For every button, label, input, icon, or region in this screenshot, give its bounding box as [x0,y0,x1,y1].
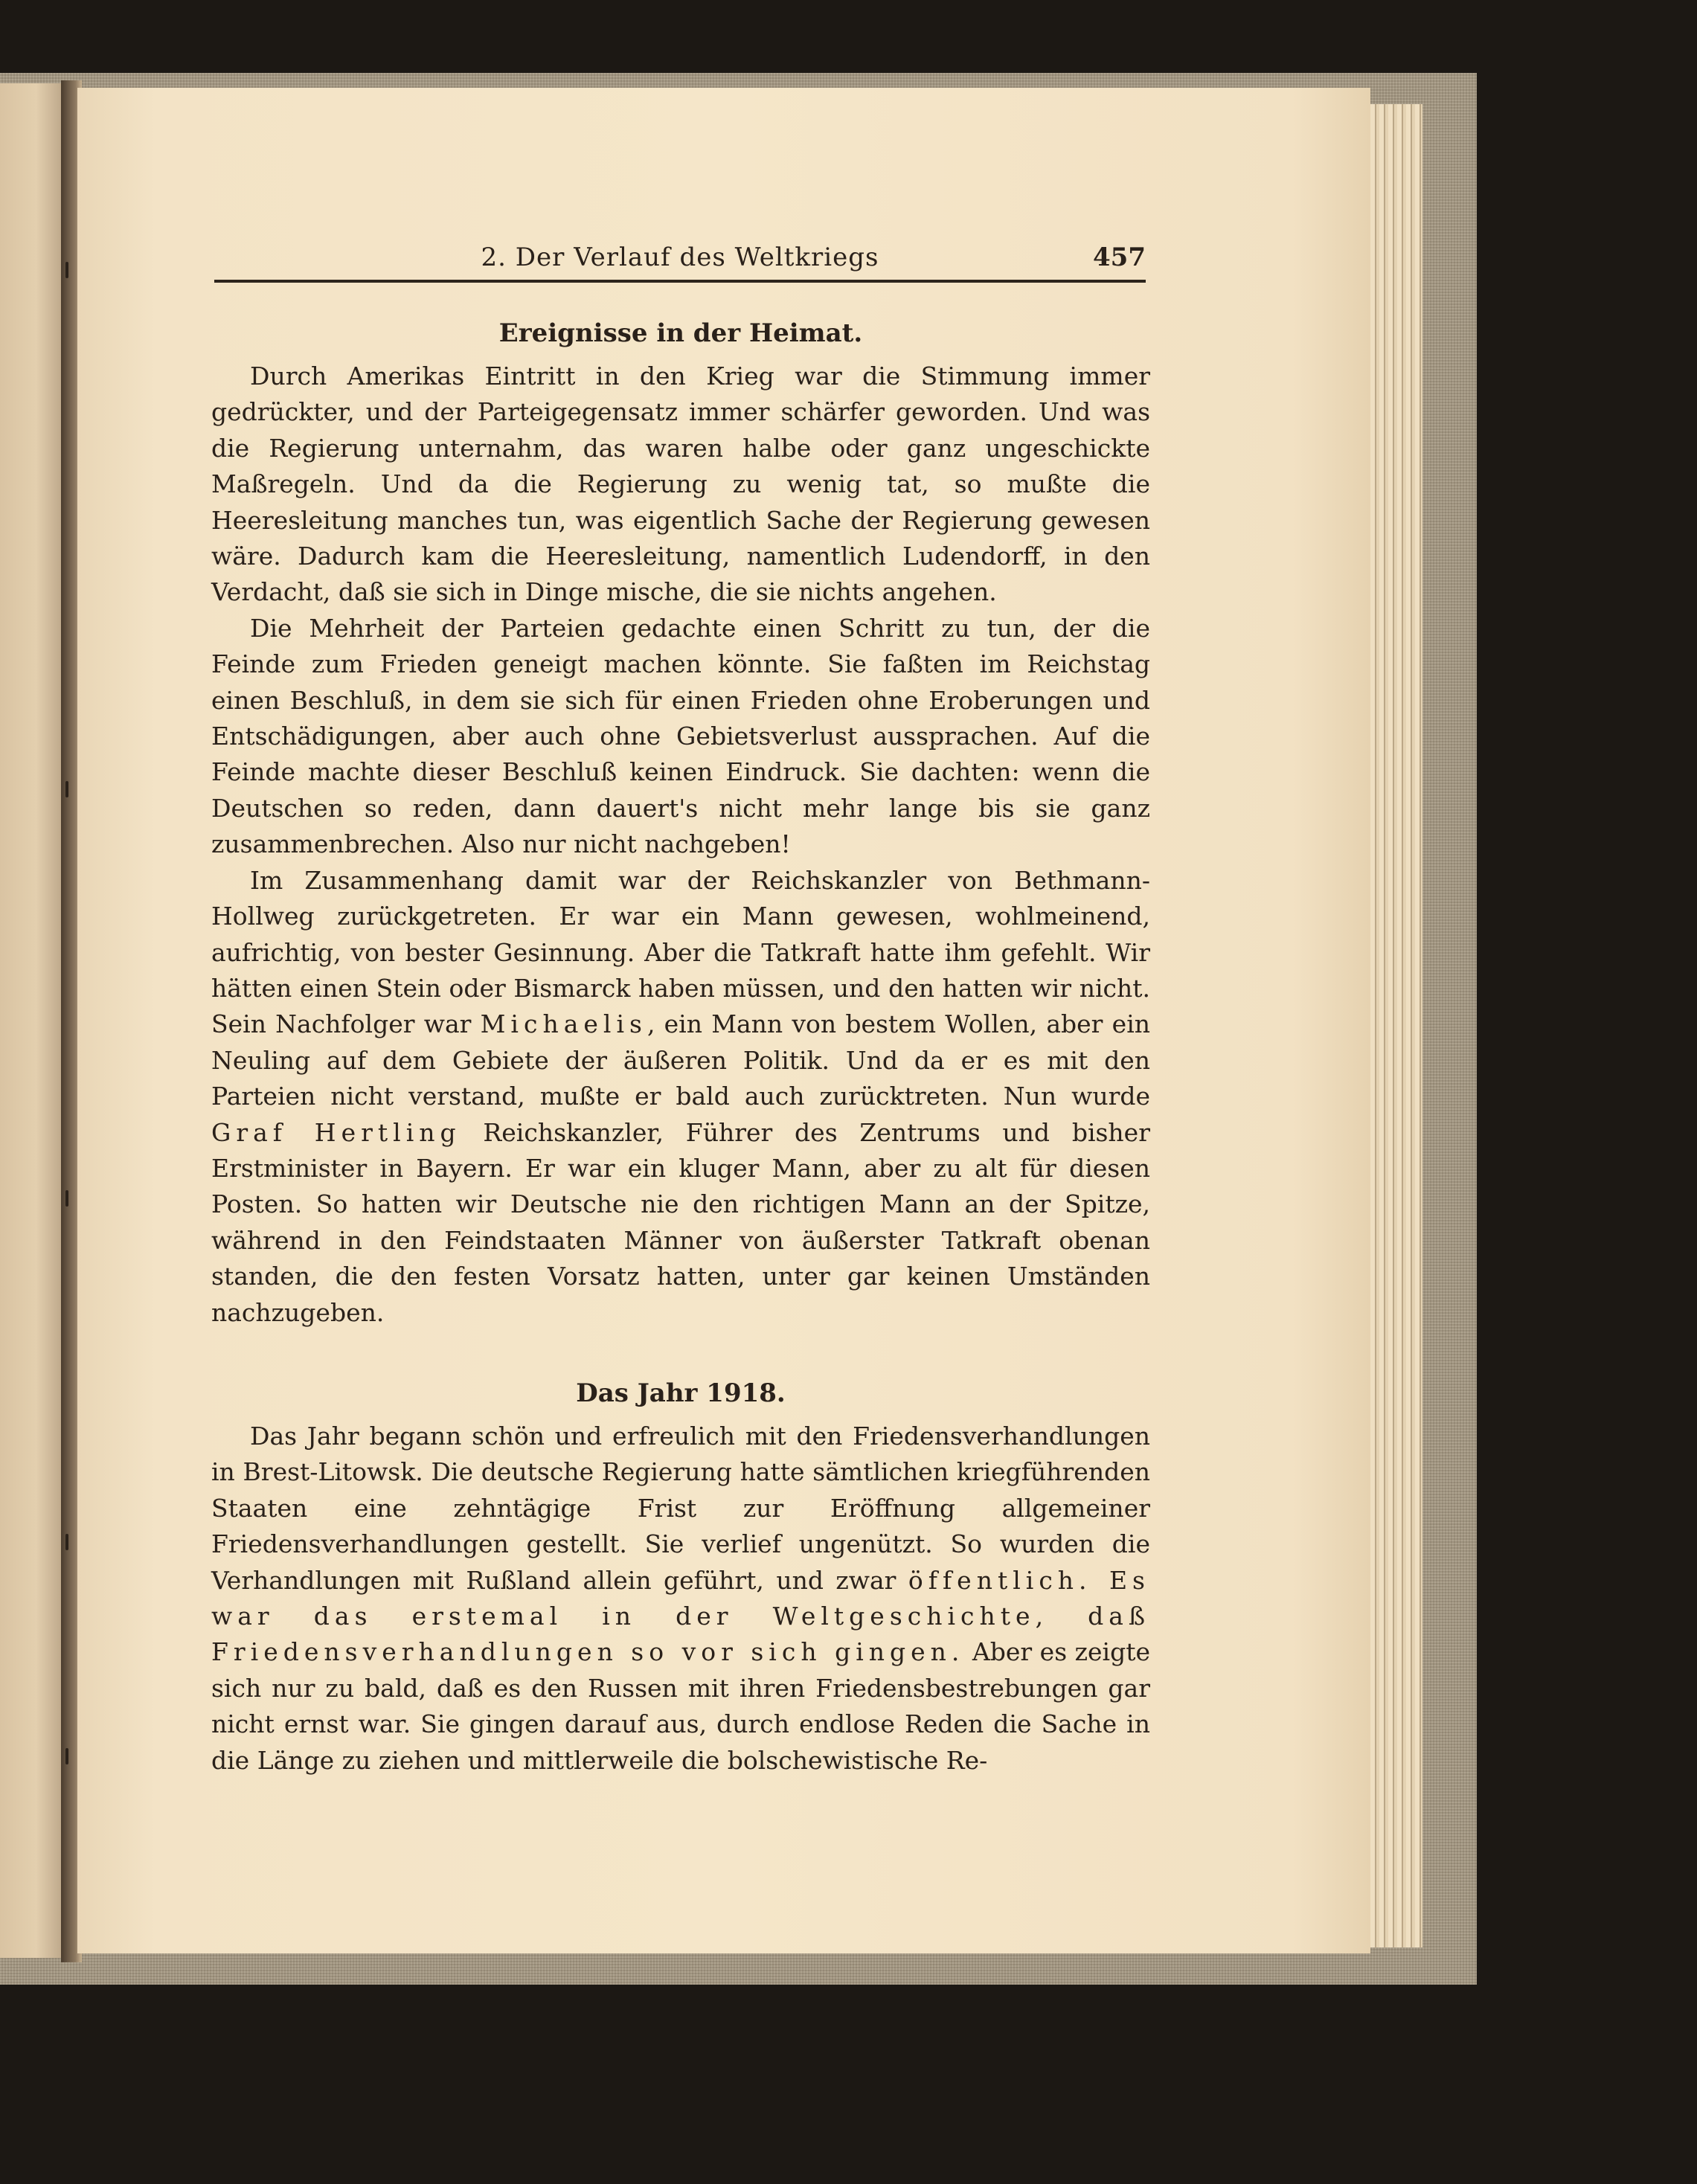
paragraph [211,863,1150,1331]
binding-stitch [65,781,68,797]
binding-stitch [65,262,68,278]
paragraph-text: Im Zusammenhang damit war der Reichskanzler von Bethmann-Hollweg zurückgetreten. Er war ein Mann gewesen, wohlmeinend, aufrichtig, von bester Gesinnung. Aber die Tatkraft hatte ihm gefehlt. Wir hätten einen Stein oder Bismarck haben müssen, und den hatten wir nicht. Sein Nachfolger war [211,865,1150,1039]
running-title: 2. Der Verlauf des Weltkriegs [481,243,879,272]
binding-stitch [65,1748,68,1764]
paragraph-text: Das Jahr begann schön und erfreulich mit den Friedensverhandlungen in Brest-Litowsk. Die deutsche Regierung hatte sämtlichen kriegführenden Staaten eine zehntägige Frist zur Eröffnung allgemeiner Friedensverhandlungen gestellt. Sie verlief ungenützt. So wurden die Verhandlungen mit Rußland allein geführt, und zwar [211,1421,1150,1595]
paragraph-text: Aber es zeigte sich nur zu bald, daß es den Russen mit ihren Friedensbestrebungen gar nicht ernst war. Sie gingen darauf aus, durch endlose Reden die Sache in die Länge zu ziehen und mittlerweile die bolschewistische Re- [211,1637,1151,1775]
paragraph-text: , ein Mann von bestem Wollen, aber ein Neuling auf dem Gebiete der äußeren Politik. Und da er es mit den Parteien nicht verstand, mußte er bald auch zurücktreten. Nun wurde [211,1009,1151,1111]
running-header [214,235,1146,283]
binding-stitch [65,1190,68,1207]
paragraph: Die Mehrheit der Parteien gedachte einen Schritt zu tun, der die Feinde zum Frieden geneigt machen könnte. Sie faßten im Reichstag einen Beschluß, in dem sie sich für einen Frieden ohne Eroberungen und Entschädigungen, aber auch ohne Gebietsverlust aussprachen. Auf die Feinde machte dieser Beschluß keinen Eindruck. Sie dachten: wenn die Deutschen so reden, dann dauert's nicht mehr lange bis sie ganz zusammenbrechen. Also nur nicht nachgeben! [211,613,1150,859]
paragraph-text: Reichskanzler, Führer des Zentrums und bisher Erstminister in Bayern. Er war ein kluger Mann, aber zu alt für diesen Posten. So hatten wir Deutsche nie den richtigen Mann an der Spitze, während in den Feindstaaten Männer von äußerster Tatkraft obenan standen, die den festen Vorsatz hatten, unter gar keinen Umständen nachzugeben. [211,1117,1150,1327]
spaced-emphasis: öffentlich. Es war das erstemal in der Weltgeschichte, daß Friedensverhandlungen so vor sich gingen. [211,1565,1150,1667]
spaced-name: Graf Hertling [211,1117,461,1147]
paragraph [211,1419,1150,1779]
paragraph: Durch Amerikas Eintritt in den Krieg war die Stimmung immer gedrückter, und der Parteigegensatz immer schärfer geworden. Und was die Regierung unternahm, das waren halbe oder ganz ungeschickte Maßregeln. Und da die Regierung zu wenig tat, so mußte die Heeresleitung manches tun, was eigentlich Sache der Regierung gewesen wäre. Dadurch kam die Heeresleitung, namentlich Ludendorff, in den Verdacht, daß sie sich in Dinge mische, die sie nichts angehen. [211,362,1150,607]
binding-stitch [65,1534,68,1550]
page-number: 457 [1093,243,1146,272]
spaced-name: Michaelis [480,1009,647,1039]
page-stack-edges [1370,104,1422,1947]
section-heading: Das Jahr 1918. [576,1378,786,1408]
left-page-edge [0,83,65,1958]
page-body [211,315,1150,1779]
section-heading: Ereignisse in der Heimat. [498,318,863,348]
